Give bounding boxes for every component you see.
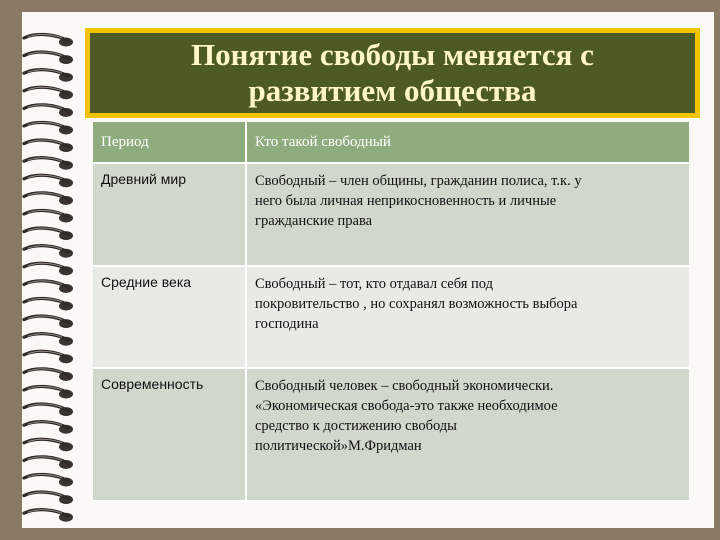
spiral-ring [24,34,73,46]
spiral-ring [24,122,73,134]
spiral-ring [24,492,73,504]
slide-title-box [85,28,700,118]
description-line: господина [255,316,319,332]
period-cell: Современность [93,368,246,501]
spiral-ring [24,474,73,486]
spiral-ring [24,316,73,328]
description-line: него была личная неприкосновенность и личные [255,193,557,209]
description-line: Свободный – член общины, гражданин полиса, т.к. у [255,173,582,189]
spiral-ring [24,52,73,64]
notebook-page [22,12,714,528]
period-cell: Средние века [93,266,246,368]
period-cell: Древний мир [93,163,246,266]
spiral-ring [24,369,73,381]
table-row [93,266,689,368]
spiral-ring [24,140,73,152]
description-cell [246,266,689,368]
spiral-ring [24,422,73,434]
slide-title-line-2: развитием общества [248,73,537,108]
description-line: «Экономическая свобода-это также необходимое [255,398,558,414]
description-line: гражданские права [255,213,373,229]
spiral-ring [24,404,73,416]
freedom-table [93,122,689,502]
table-header-row [93,122,689,163]
spiral-ring [24,105,73,117]
spiral-ring [24,439,73,451]
spiral-ring [24,158,73,170]
description-line: политической»М.Фридман [255,438,422,454]
description-line: средство к достижению свободы [255,418,457,434]
description-line: покровительство , но сохранял возможность выбора [255,296,578,312]
table-row [93,163,689,266]
spiral-ring [24,193,73,205]
spiral-ring [24,87,73,99]
header-who-is-free: Кто такой свободный [246,122,689,163]
spiral-ring [24,351,73,363]
header-period: Период [93,122,246,163]
slide-title-line-1: Понятие свободы меняется с [191,37,594,72]
spiral-ring [24,281,73,293]
spiral-ring [24,510,73,522]
spiral-ring [24,228,73,240]
spiral-ring [24,298,73,310]
table-row [93,368,689,501]
description-line: Свободный – тот, кто отдавал себя под [255,276,494,292]
description-cell [246,163,689,266]
spiral-ring [24,210,73,222]
description-line: Свободный человек – свободный экономически. [255,378,554,394]
description-cell [246,368,689,501]
spiral-ring [24,70,73,82]
spiral-ring [24,457,73,469]
spiral-ring [24,263,73,275]
spiral-ring [24,246,73,258]
spiral-ring [24,386,73,398]
spiral-ring [24,175,73,187]
spiral-ring [24,334,73,346]
